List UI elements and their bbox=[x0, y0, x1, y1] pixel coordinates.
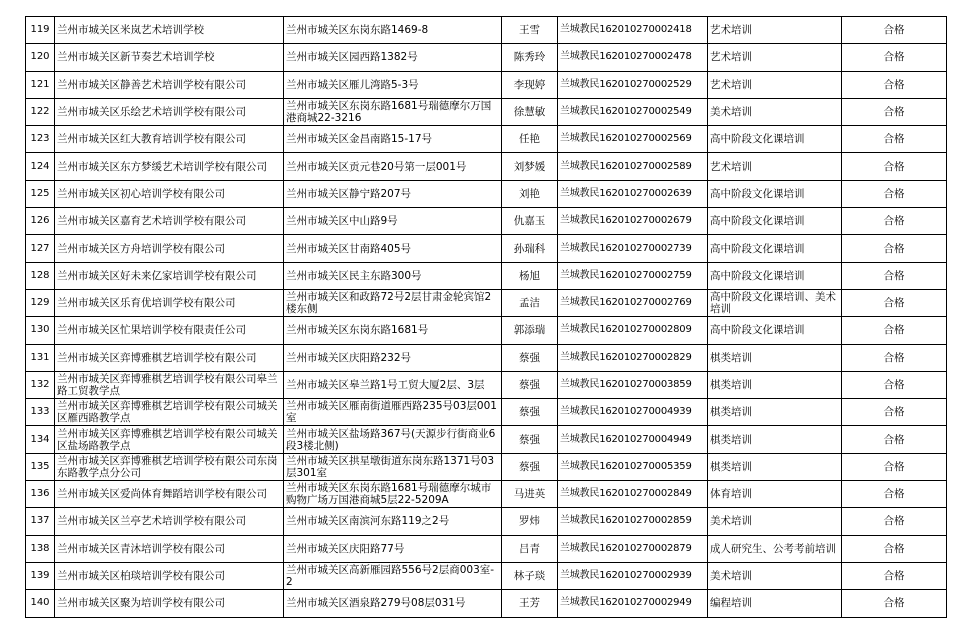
training-type-cell: 美术培训 bbox=[708, 508, 842, 535]
license-number-cell: 兰城教民162010270002569 bbox=[558, 126, 708, 153]
address-cell: 兰州市城关区南滨河东路119之2号 bbox=[284, 508, 502, 535]
inspection-result-cell: 合格 bbox=[842, 17, 947, 44]
license-number-cell: 兰城教民162010270002639 bbox=[558, 180, 708, 207]
table-row bbox=[26, 371, 947, 398]
row-number: 127 bbox=[26, 235, 55, 262]
inspection-result-cell: 合格 bbox=[842, 126, 947, 153]
table-row bbox=[26, 17, 947, 44]
address-cell: 兰州市城关区拱星墩街道东岗东路1371号03层301室 bbox=[284, 453, 502, 480]
document-page bbox=[25, 16, 947, 618]
inspection-result-cell: 合格 bbox=[842, 153, 947, 180]
row-number: 132 bbox=[26, 371, 55, 398]
legal-person-cell: 蔡强 bbox=[502, 453, 558, 480]
school-name-cell: 兰州市城关区青沐培训学校有限公司 bbox=[55, 535, 284, 562]
school-name-cell: 兰州市城关区乐育优培训学校有限公司 bbox=[55, 289, 284, 316]
inspection-result-cell: 合格 bbox=[842, 317, 947, 344]
training-type-cell: 体育培训 bbox=[708, 481, 842, 508]
table-row bbox=[26, 453, 947, 480]
training-type-cell: 艺术培训 bbox=[708, 153, 842, 180]
inspection-result-cell: 合格 bbox=[842, 262, 947, 289]
table-row bbox=[26, 235, 947, 262]
school-name-cell: 兰州市城关区兰亭艺术培训学校有限公司 bbox=[55, 508, 284, 535]
school-name-cell: 兰州市城关区忙果培训学校有限责任公司 bbox=[55, 317, 284, 344]
license-number-cell: 兰城教民162010270002589 bbox=[558, 153, 708, 180]
training-type-cell: 高中阶段文化课培训 bbox=[708, 180, 842, 207]
school-name-cell: 兰州市城关区初心培训学校有限公司 bbox=[55, 180, 284, 207]
legal-person-cell: 王雪 bbox=[502, 17, 558, 44]
address-cell: 兰州市城关区中山路9号 bbox=[284, 208, 502, 235]
legal-person-cell: 蔡强 bbox=[502, 371, 558, 398]
license-number-cell: 兰城教民162010270002478 bbox=[558, 44, 708, 71]
row-number: 137 bbox=[26, 508, 55, 535]
address-cell: 兰州市城关区高新雁园路556号2层商003室-2 bbox=[284, 562, 502, 589]
training-type-cell: 高中阶段文化课培训、美术培训 bbox=[708, 289, 842, 316]
training-type-cell: 棋类培训 bbox=[708, 344, 842, 371]
row-number: 119 bbox=[26, 17, 55, 44]
license-number-cell: 兰城教民162010270002418 bbox=[558, 17, 708, 44]
inspection-result-cell: 合格 bbox=[842, 508, 947, 535]
school-name-cell: 兰州市城关区柏琰培训学校有限公司 bbox=[55, 562, 284, 589]
license-number-cell: 兰城教民162010270002529 bbox=[558, 71, 708, 98]
school-name-cell: 兰州市城关区弈博雅棋艺培训学校有限公司城关区盐场路教学点 bbox=[55, 426, 284, 453]
legal-person-cell: 蔡强 bbox=[502, 344, 558, 371]
table-row bbox=[26, 590, 947, 617]
license-number-cell: 兰城教民162010270002739 bbox=[558, 235, 708, 262]
table-row bbox=[26, 262, 947, 289]
training-type-cell: 艺术培训 bbox=[708, 71, 842, 98]
row-number: 123 bbox=[26, 126, 55, 153]
school-name-cell: 兰州市城关区爱尚体育舞蹈培训学校有限公司 bbox=[55, 481, 284, 508]
license-number-cell: 兰城教民162010270002949 bbox=[558, 590, 708, 617]
row-number: 139 bbox=[26, 562, 55, 589]
license-number-cell: 兰城教民162010270002849 bbox=[558, 481, 708, 508]
row-number: 129 bbox=[26, 289, 55, 316]
address-cell: 兰州市城关区皋兰路1号工贸大厦2层、3层 bbox=[284, 371, 502, 398]
school-list-table bbox=[25, 16, 947, 618]
address-cell: 兰州市城关区雁南街道雁西路235号03层001室 bbox=[284, 399, 502, 426]
training-type-cell: 高中阶段文化课培训 bbox=[708, 317, 842, 344]
legal-person-cell: 任艳 bbox=[502, 126, 558, 153]
address-cell: 兰州市城关区东岗东路1681号瑞德摩尔万国港商城22-3216 bbox=[284, 98, 502, 125]
inspection-result-cell: 合格 bbox=[842, 426, 947, 453]
legal-person-cell: 徐慧敏 bbox=[502, 98, 558, 125]
license-number-cell: 兰城教民162010270002549 bbox=[558, 98, 708, 125]
license-number-cell: 兰城教民162010270002879 bbox=[558, 535, 708, 562]
row-number: 120 bbox=[26, 44, 55, 71]
license-number-cell: 兰城教民162010270002769 bbox=[558, 289, 708, 316]
table-row bbox=[26, 535, 947, 562]
inspection-result-cell: 合格 bbox=[842, 180, 947, 207]
legal-person-cell: 刘艳 bbox=[502, 180, 558, 207]
training-type-cell: 高中阶段文化课培训 bbox=[708, 126, 842, 153]
license-number-cell: 兰城教民162010270003859 bbox=[558, 371, 708, 398]
row-number: 126 bbox=[26, 208, 55, 235]
legal-person-cell: 仇嘉玉 bbox=[502, 208, 558, 235]
training-type-cell: 棋类培训 bbox=[708, 453, 842, 480]
license-number-cell: 兰城教民162010270004939 bbox=[558, 399, 708, 426]
legal-person-cell: 王芳 bbox=[502, 590, 558, 617]
row-number: 124 bbox=[26, 153, 55, 180]
training-type-cell: 美术培训 bbox=[708, 562, 842, 589]
school-name-cell: 兰州市城关区嘉育艺术培训学校有限公司 bbox=[55, 208, 284, 235]
row-number: 125 bbox=[26, 180, 55, 207]
training-type-cell: 高中阶段文化课培训 bbox=[708, 208, 842, 235]
legal-person-cell: 杨旭 bbox=[502, 262, 558, 289]
address-cell: 兰州市城关区盐场路367号(天源步行街商业6段3楼北侧) bbox=[284, 426, 502, 453]
table-row bbox=[26, 344, 947, 371]
license-number-cell: 兰城教民162010270002759 bbox=[558, 262, 708, 289]
school-name-cell: 兰州市城关区米岚艺术培训学校 bbox=[55, 17, 284, 44]
inspection-result-cell: 合格 bbox=[842, 208, 947, 235]
school-name-cell: 兰州市城关区方舟培训学校有限公司 bbox=[55, 235, 284, 262]
table-row bbox=[26, 180, 947, 207]
row-number: 121 bbox=[26, 71, 55, 98]
address-cell: 兰州市城关区和政路72号2层甘肃金轮宾馆2楼东侧 bbox=[284, 289, 502, 316]
legal-person-cell: 蔡强 bbox=[502, 399, 558, 426]
training-type-cell: 高中阶段文化课培训 bbox=[708, 262, 842, 289]
row-number: 138 bbox=[26, 535, 55, 562]
inspection-result-cell: 合格 bbox=[842, 289, 947, 316]
legal-person-cell: 李现婷 bbox=[502, 71, 558, 98]
address-cell: 兰州市城关区酒泉路279号08层031号 bbox=[284, 590, 502, 617]
school-name-cell: 兰州市城关区东方梦缓艺术培训学校有限公司 bbox=[55, 153, 284, 180]
legal-person-cell: 刘梦媛 bbox=[502, 153, 558, 180]
school-name-cell: 兰州市城关区静善艺术培训学校有限公司 bbox=[55, 71, 284, 98]
row-number: 122 bbox=[26, 98, 55, 125]
legal-person-cell: 孟洁 bbox=[502, 289, 558, 316]
address-cell: 兰州市城关区东岗东路1681号 bbox=[284, 317, 502, 344]
table-row bbox=[26, 126, 947, 153]
address-cell: 兰州市城关区东岗东路1681号瑞德摩尔城市购物广场万国港商城5层22-5209A bbox=[284, 481, 502, 508]
table-row bbox=[26, 399, 947, 426]
table-row bbox=[26, 508, 947, 535]
school-name-cell: 兰州市城关区弈博雅棋艺培训学校有限公司 bbox=[55, 344, 284, 371]
school-name-cell: 兰州市城关区弈博雅棋艺培训学校有限公司城关区雁西路教学点 bbox=[55, 399, 284, 426]
school-name-cell: 兰州市城关区弈博雅棋艺培训学校有限公司皋兰路工贸教学点 bbox=[55, 371, 284, 398]
inspection-result-cell: 合格 bbox=[842, 235, 947, 262]
license-number-cell: 兰城教民162010270004949 bbox=[558, 426, 708, 453]
training-type-cell: 艺术培训 bbox=[708, 17, 842, 44]
inspection-result-cell: 合格 bbox=[842, 371, 947, 398]
legal-person-cell: 林子琰 bbox=[502, 562, 558, 589]
inspection-result-cell: 合格 bbox=[842, 44, 947, 71]
row-number: 135 bbox=[26, 453, 55, 480]
address-cell: 兰州市城关区静宁路207号 bbox=[284, 180, 502, 207]
training-type-cell: 棋类培训 bbox=[708, 399, 842, 426]
training-type-cell: 棋类培训 bbox=[708, 426, 842, 453]
address-cell: 兰州市城关区东岗东路1469-8 bbox=[284, 17, 502, 44]
row-number: 130 bbox=[26, 317, 55, 344]
table-row bbox=[26, 71, 947, 98]
address-cell: 兰州市城关区庆阳路232号 bbox=[284, 344, 502, 371]
table-row bbox=[26, 98, 947, 125]
legal-person-cell: 罗炜 bbox=[502, 508, 558, 535]
training-type-cell: 编程培训 bbox=[708, 590, 842, 617]
table-row bbox=[26, 426, 947, 453]
school-name-cell: 兰州市城关区聚为培训学校有限公司 bbox=[55, 590, 284, 617]
license-number-cell: 兰城教民162010270002679 bbox=[558, 208, 708, 235]
legal-person-cell: 蔡强 bbox=[502, 426, 558, 453]
legal-person-cell: 吕青 bbox=[502, 535, 558, 562]
inspection-result-cell: 合格 bbox=[842, 344, 947, 371]
inspection-result-cell: 合格 bbox=[842, 481, 947, 508]
table-row bbox=[26, 44, 947, 71]
row-number: 136 bbox=[26, 481, 55, 508]
legal-person-cell: 马进英 bbox=[502, 481, 558, 508]
address-cell: 兰州市城关区金昌南路15-17号 bbox=[284, 126, 502, 153]
license-number-cell: 兰城教民162010270002829 bbox=[558, 344, 708, 371]
training-type-cell: 成人研究生、公考考前培训 bbox=[708, 535, 842, 562]
table-body bbox=[26, 17, 947, 618]
table-row bbox=[26, 289, 947, 316]
school-name-cell: 兰州市城关区新节奏艺术培训学校 bbox=[55, 44, 284, 71]
school-name-cell: 兰州市城关区好未来亿家培训学校有限公司 bbox=[55, 262, 284, 289]
inspection-result-cell: 合格 bbox=[842, 535, 947, 562]
table-row bbox=[26, 562, 947, 589]
inspection-result-cell: 合格 bbox=[842, 562, 947, 589]
address-cell: 兰州市城关区民主东路300号 bbox=[284, 262, 502, 289]
inspection-result-cell: 合格 bbox=[842, 399, 947, 426]
row-number: 133 bbox=[26, 399, 55, 426]
address-cell: 兰州市城关区甘南路405号 bbox=[284, 235, 502, 262]
table-row bbox=[26, 317, 947, 344]
school-name-cell: 兰州市城关区弈博雅棋艺培训学校有限公司东岗东路教学点分公司 bbox=[55, 453, 284, 480]
row-number: 140 bbox=[26, 590, 55, 617]
inspection-result-cell: 合格 bbox=[842, 453, 947, 480]
legal-person-cell: 孙瑞科 bbox=[502, 235, 558, 262]
address-cell: 兰州市城关区贡元巷20号第一层001号 bbox=[284, 153, 502, 180]
school-name-cell: 兰州市城关区乐绘艺术培训学校有限公司 bbox=[55, 98, 284, 125]
row-number: 134 bbox=[26, 426, 55, 453]
inspection-result-cell: 合格 bbox=[842, 590, 947, 617]
license-number-cell: 兰城教民162010270005359 bbox=[558, 453, 708, 480]
legal-person-cell: 陈秀玲 bbox=[502, 44, 558, 71]
table-row bbox=[26, 481, 947, 508]
training-type-cell: 美术培训 bbox=[708, 98, 842, 125]
license-number-cell: 兰城教民162010270002859 bbox=[558, 508, 708, 535]
license-number-cell: 兰城教民162010270002939 bbox=[558, 562, 708, 589]
school-name-cell: 兰州市城关区红大教育培训学校有限公司 bbox=[55, 126, 284, 153]
address-cell: 兰州市城关区庆阳路77号 bbox=[284, 535, 502, 562]
training-type-cell: 高中阶段文化课培训 bbox=[708, 235, 842, 262]
inspection-result-cell: 合格 bbox=[842, 98, 947, 125]
inspection-result-cell: 合格 bbox=[842, 71, 947, 98]
training-type-cell: 棋类培训 bbox=[708, 371, 842, 398]
license-number-cell: 兰城教民162010270002809 bbox=[558, 317, 708, 344]
training-type-cell: 艺术培训 bbox=[708, 44, 842, 71]
row-number: 131 bbox=[26, 344, 55, 371]
address-cell: 兰州市城关区雁儿湾路5-3号 bbox=[284, 71, 502, 98]
row-number: 128 bbox=[26, 262, 55, 289]
legal-person-cell: 郭添瑞 bbox=[502, 317, 558, 344]
table-row bbox=[26, 208, 947, 235]
address-cell: 兰州市城关区园西路1382号 bbox=[284, 44, 502, 71]
table-row bbox=[26, 153, 947, 180]
